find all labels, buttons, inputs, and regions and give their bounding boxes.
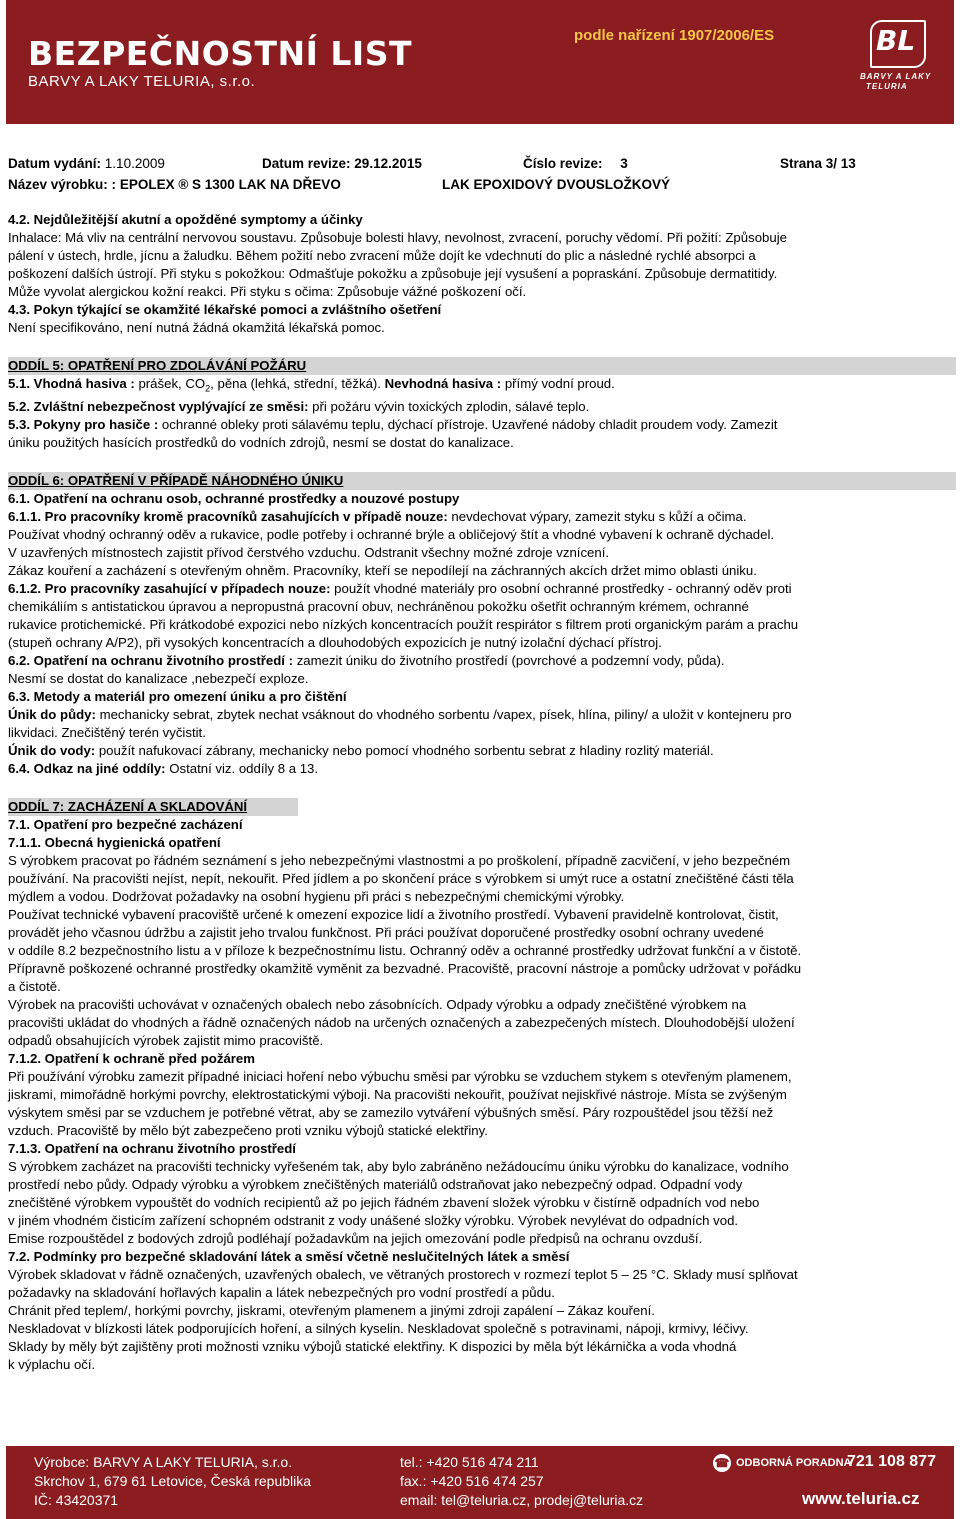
text-line: provádět jeho včasnou údržbu a zajistit jeho trvalou funkčnost. Při práci používat doporučené prostředky osobní ochrany uvedené — [8, 924, 764, 940]
label-6-4: 6.4. Odkaz na jiné oddíly: — [8, 760, 166, 776]
text-span: přímý vodní proud. — [501, 376, 615, 391]
text-line: Přípravně poškozené ochranné prostředky okamžitě vyměnit za bezvadné. Pracoviště, pracovní nástroje a pomůcky udržovat v pořádku — [8, 960, 802, 976]
text-span: při požáru vývin toxických zplodin, sálavé teplo. — [308, 398, 590, 414]
page-footer — [6, 1446, 954, 1519]
text-line: v oddíle 8.2 bezpečnostního listu a v příloze k bezpečnostnímu listu. Ochranný oděv a ochranné prostředky udržovat funkční a v čistotě. — [8, 942, 802, 958]
heading-6-3: 6.3. Metody a materiál pro omezení úniku a pro čištění — [8, 688, 347, 704]
label-water: Únik do vody: — [8, 742, 96, 758]
section-5-title: ODDÍL 5: OPATŘENÍ PRO ZDOLÁVÁNÍ POŽÁRU — [8, 357, 956, 375]
issue-date: 1.10.2009 — [104, 156, 165, 171]
text-line: rukavice protichemické. Při krátkodobé expozici nebo nízkých koncentracích použít respirátor s filtrem proti organickým parám a prachu — [8, 616, 799, 632]
text-line — [8, 706, 956, 724]
revision-date-row — [262, 156, 422, 171]
revision-no: 3 — [620, 156, 628, 171]
logo-line2: TELURIA — [866, 82, 908, 91]
text-line: pracovišti ukládat do vhodných a řádně označených nádob na určených označených a zabezpečených místech. Dlouhodobější uložení — [8, 1014, 795, 1030]
product-label: Název výrobku: : — [8, 177, 117, 192]
revision-label: Datum revize: — [262, 156, 351, 171]
text-line: k výplachu očí. — [8, 1356, 96, 1372]
product-type: LAK EPOXIDOVÝ DVOUSLOŽKOVÝ — [442, 177, 671, 192]
phone-icon: ☎ — [714, 1456, 730, 1470]
text-line: V uzavřených místnostech zajistit přívod čerstvého vzduchu. Odstranit všechny možné zdroje vznícení. — [8, 544, 610, 560]
text-line: požadavky na skladování hořlavých kapalin a látek nebezpečných pro vodní prostředí a půdu. — [8, 1284, 555, 1300]
label-unsuitable: Nevhodná hasiva : — [384, 376, 502, 391]
paragraph-7-1-2 — [8, 1068, 956, 1140]
text-line: Nesmí se dostat do kanalizace ,nebezpečí exploze. — [8, 670, 309, 686]
label-6-1-2: 6.1.2. Pro pracovníky zasahující v případech nouze: — [8, 580, 331, 596]
label-5-2: 5.2. Zvláštní nebezpečnost vyplývající ze směsi: — [8, 398, 309, 414]
text-line: Neskladovat v blízkosti látek podporujících hoření, a silných kyselin. Neskladovat společně s potravinami, nápoji, krmivy, léčivy. — [8, 1320, 749, 1336]
text-line: Emise rozpouštědel z bodových zdrojů podléhají požadavkům na jejich omezování podle předpisů na ochranu ovzduší. — [8, 1230, 703, 1246]
hotline-label: ODBORNÁ PORADNA — [736, 1457, 852, 1469]
text-line: Není specifikováno, není nutná žádná okamžitá lékařská pomoc. — [8, 320, 385, 335]
section-7-title: ODDÍL 7: ZACHÁZENÍ A SKLADOVÁNÍ — [8, 798, 298, 816]
page-number: Strana 3/ 13 — [780, 156, 856, 171]
product-name: EPOLEX ® S 1300 LAK NA DŘEVO — [119, 177, 341, 192]
product-row — [8, 177, 341, 192]
text-line — [8, 760, 956, 778]
issue-label: Datum vydání: — [8, 156, 102, 171]
text-line: poškození dalších ústrojí. Při styku s pokožkou: Odmašťuje pokožku a způsobuje její vysušení a popraskání. Způsobuje dermatitidy. — [8, 266, 778, 281]
text-line: používání. Na pracovišti nejíst, nepít, nekouřit. Před jídlem a po skončení práce s výrobkem si umýt ruce a ostatní znečištěné části těla — [8, 870, 794, 886]
footer-email[interactable]: email: tel@teluria.cz, prodej@teluria.cz — [400, 1492, 644, 1508]
paragraph-7-1-1 — [8, 852, 956, 1050]
text-span: prášek, CO — [134, 376, 206, 391]
text-line: (stupeň ochrany A/P2), při vysokých koncentracích a dlouhodobých expozicích je nutný izolační dýchací přístroj. — [8, 634, 662, 650]
revision-no-row — [523, 156, 628, 171]
text-line: znečištěné výrobkem vypouštět do vodních recipientů až po jejich řádném zbavení složek výrobku v čistírně odpadních vod nebo — [8, 1194, 760, 1210]
document-body — [8, 211, 956, 1374]
label-6-1-1: 6.1.1. Pro pracovníky kromě pracovníků zasahujících v případě nouze: — [8, 508, 448, 524]
text-line: prostředí nebo půdy. Odpady výrobku a výrobkem znečištěných materiálů odstraňovat jako nebezpečný odpad. Odpadní vody — [8, 1176, 743, 1192]
text-line — [8, 375, 956, 398]
text-line: Chránit před teplem/, horkými povrchy, jiskrami, otevřeným plamenem a jinými zdroji zapálení – Zákaz kouření. — [8, 1302, 655, 1318]
text-span: ochranné obleky proti sálavému teplu, dýchací přístroje. Uzavřené nádoby chladit proudem vody. Zamezit — [158, 416, 778, 432]
heading-4-2: 4.2. Nejdůležitější akutní a opožděné symptomy a účinky — [8, 212, 363, 227]
text-span: použít nafukovací zábrany, mechanicky nebo pomocí vhodného sorbentu sebrat z hladiny rozlitý materiál. — [95, 742, 714, 758]
text-span: použít vhodné materiály pro osobní ochranné prostředky - ochranný oděv proti — [330, 580, 792, 596]
heading-7-1-2: 7.1.2. Opatření k ochraně před požárem — [8, 1050, 255, 1066]
label-6-2: 6.2. Opatření na ochranu životního prostředí : — [8, 652, 294, 668]
text-line: likvidaci. Znečištěný terén vyčistit. — [8, 724, 206, 740]
text-line: chemikáliím s antistatickou úpravou a nepropustná pracovní obuv, nechráněnou pokožku ošetřit ochranným krémem, ochranné — [8, 598, 749, 614]
label-5-3: 5.3. Pokyny pro hasiče : — [8, 416, 159, 432]
text-line: jiskrami, mimořádně horkými povrchy, elektrostatickými výboji. Na pracovišti nekouřit, používat nejiskřivé nástroje. Místa se zvýšeným — [8, 1086, 787, 1102]
revision-date: 29.12.2015 — [354, 156, 422, 171]
text-line: Výrobek na pracovišti uchovávat v označených obalech nebo zásobnících. Odpady výrobku a odpady znečištěné výrobkem na — [8, 996, 747, 1012]
text-span: Ostatní viz. oddíly 8 a 13. — [165, 760, 319, 776]
text-line: a čistotě. — [8, 978, 61, 994]
heading-7-1-1: 7.1.1. Obecná hygienická opatření — [8, 834, 221, 850]
issue-date-row — [8, 156, 165, 171]
text-line: Používat technické vybavení pracoviště určené k omezení expozice lidí a životního prostředí. Vybavení pravidelně kontrolovat, čistit, — [8, 906, 779, 922]
text-line: Při používání výrobku zamezit případné iniciaci hoření nebo výbuchu směsi par výrobku se vzduchem stykem s otevřeným plamenem, — [8, 1068, 792, 1084]
text-line: Sklady by měly být zajištěny proti možnosti vzniku výbojů statické elektřiny. K dispozici by měla být lékárnička a voda vhodná — [8, 1338, 737, 1354]
heading-6-1: 6.1. Opatření na ochranu osob, ochranné prostředky a nouzové postupy — [8, 490, 460, 506]
company-logo — [858, 20, 938, 94]
label-5-1: 5.1. Vhodná hasiva : — [8, 376, 135, 391]
text-line: v jiném vhodném čisticím zařízení schopném odstranit z vody unášené složky výrobku. Výrobek nevylévat do odpadních vod. — [8, 1212, 739, 1228]
subscript: 2 — [205, 383, 211, 394]
footer-maker: Výrobce: BARVY A LAKY TELURIA, s.r.o. — [34, 1454, 293, 1470]
text-line: S výrobkem zacházet na pracovišti technicky vyřešeném tak, aby bylo zabráněno nežádoucímu úniku výrobku do kanalizace, vodního — [8, 1158, 789, 1174]
text-line: mýdlem a vodou. Dodržovat požadavky na osobní hygienu při práci s nebezpečnými chemickými výrobky. — [8, 888, 625, 904]
text-line — [8, 416, 956, 434]
text-line — [8, 742, 956, 760]
text-line — [8, 398, 956, 416]
text-line: výskytem směsi par se vzduchem je potřebné větrat, aby se zamezilo vytváření výbušných směsí. Páry rozpouštědel jsou těžší než — [8, 1104, 774, 1120]
text-line: odpadů obsahujících výrobek zajistit mimo pracoviště. — [8, 1032, 324, 1048]
text-line: S výrobkem pracovat po řádném seznámení s jeho nebezpečnými vlastnostmi a po proškolení, případně zacvičení, v jeho bezpečném — [8, 852, 791, 868]
heading-7-1: 7.1. Opatření pro bezpečné zacházení — [8, 816, 243, 832]
logo-line1: BARVY A LAKY — [860, 72, 932, 81]
text-span: nevdechovat výpary, zamezit styku s kůží a očima. — [447, 508, 747, 524]
text-span: mechanicky sebrat, zbytek nechat vsáknout do vhodného sorbentu /vapex, písek, hlína, piliny/ a uložit v kontejneru pro — [95, 706, 792, 722]
heading-4-3: 4.3. Pokyn týkající se okamžité lékařské pomoci a zvláštního ošetření — [8, 302, 442, 317]
text-line: vzduch. Pracoviště by mělo být zabezpečeno proti vzniku výbojů statické elektřiny. — [8, 1122, 488, 1138]
text-line — [8, 580, 956, 598]
text-line: pálení v ústech, hrdle, jícnu a žaludku. Během požití nebo zvracení může dojít ke vdechnutí do plic a následné rychlé absorpci a — [8, 248, 756, 263]
footer-tel: tel.: +420 516 474 211 — [400, 1454, 539, 1470]
footer-fax: fax.: +420 516 474 257 — [400, 1473, 544, 1489]
revision-no-label: Číslo revize: — [523, 156, 603, 171]
heading-7-1-3: 7.1.3. Opatření na ochranu životního prostředí — [8, 1140, 296, 1156]
footer-address: Skrchov 1, 679 61 Letovice, Česká republika — [34, 1473, 312, 1489]
logo-letters: BL — [876, 24, 916, 57]
text-line — [8, 508, 956, 526]
company-name: BARVY A LAKY TELURIA, s.r.o. — [28, 73, 256, 90]
section-6-title: ODDÍL 6: OPATŘENÍ V PŘÍPADĚ NÁHODNÉHO ÚNIKU — [8, 472, 956, 490]
text-span: zamezit úniku do životního prostředí (povrchové a podzemní vody, půda). — [293, 652, 725, 668]
text-line: Používat vhodný ochranný oděv a rukavice, podle potřeby i ochranné brýle a obličejový štít a vhodné vybavení k ochraně dýchadel. — [8, 526, 775, 542]
text-line: Výrobek skladovat v řádně označených, uzavřených obalech, ve větraných prostorech v rozmezí teplot 5 – 25 °C. Sklady musí splňovat — [8, 1266, 798, 1282]
text-line: Zákaz kouření a zacházení s otevřeným ohněm. Pracovníky, kteří se nepodílejí na záchranných akcích držet mimo oblasti úniku. — [8, 562, 757, 578]
label-soil: Únik do půdy: — [8, 706, 96, 722]
text-line: Může vyvolat alergickou kožní reakci. Při styku s očima: Způsobuje vážné poškození očí. — [8, 284, 527, 299]
text-line: úniku použitých hasících prostředků do vodních zdrojů, nesmí se dostat do kanalizace. — [8, 434, 514, 450]
document-title: BEZPEČNOSTNÍ LIST — [28, 34, 412, 73]
text-line — [8, 652, 956, 670]
hotline-number: 721 108 877 — [847, 1453, 936, 1470]
text-line: Inhalace: Má vliv na centrální nervovou soustavu. Způsobuje bolesti hlavy, nevolnost, zvracení, poruchy vědomí. Při požití: Způsobuje — [8, 230, 787, 245]
page-header — [6, 0, 954, 124]
text-span: , pěna (lehká, střední, těžká). — [210, 376, 385, 391]
regulation-label: podle nařízení 1907/2006/ES — [574, 27, 775, 44]
paragraph-7-1-3 — [8, 1158, 956, 1248]
website-link[interactable]: www.teluria.cz — [802, 1489, 920, 1508]
heading-7-2: 7.2. Podmínky pro bezpečné skladování látek a směsí včetně neslučitelných látek a směsí — [8, 1248, 570, 1264]
footer-ic: IČ: 43420371 — [34, 1492, 119, 1508]
paragraph-7-2 — [8, 1266, 956, 1374]
